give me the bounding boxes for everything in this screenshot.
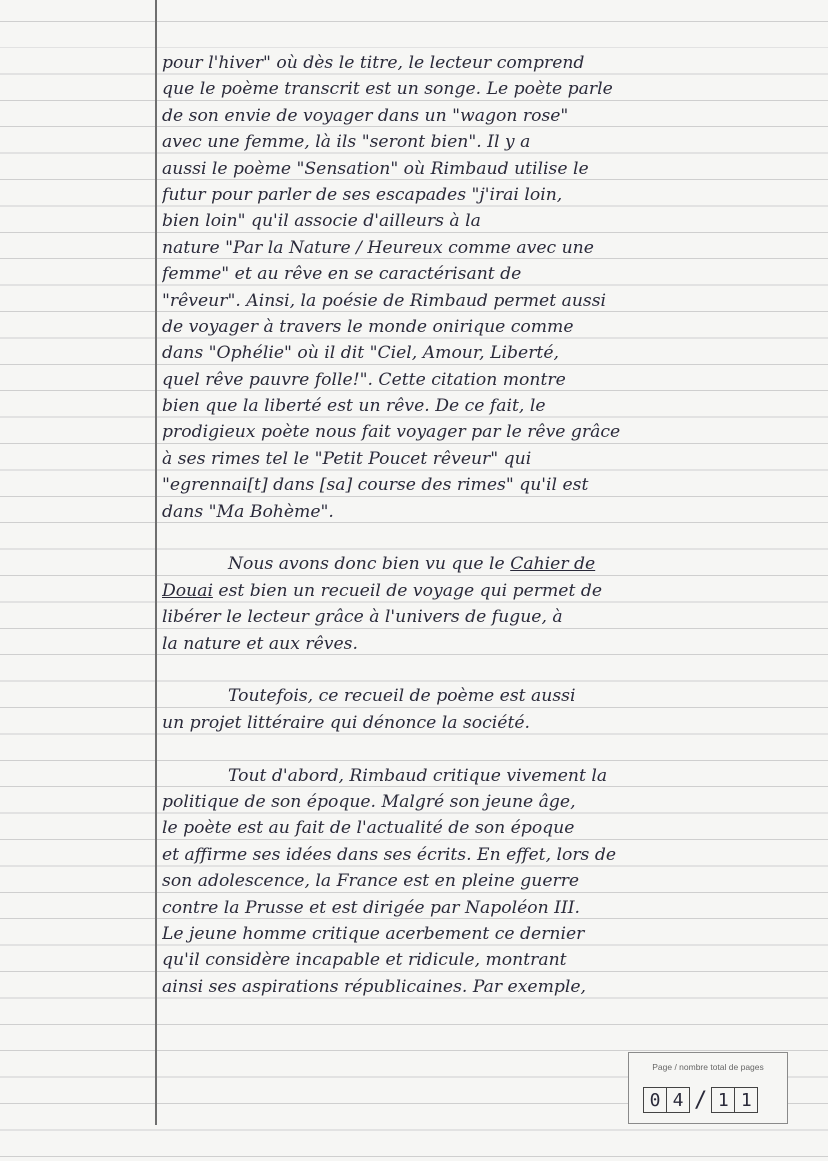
text-line: de son envie de voyager dans un "wagon rose" [162, 105, 569, 126]
text-line: libérer le lecteur grâce à l'univers de fugue, à [162, 607, 563, 628]
text-line: politique de son époque. Malgré son jeune âge, [162, 791, 576, 812]
text-line: un projet littéraire qui dénonce la société. [162, 712, 530, 733]
text-line: contre la Prusse et est dirigée par Napoléon III. [162, 897, 581, 918]
text-line: "rêveur". Ainsi, la poésie de Rimbaud permet aussi [162, 290, 607, 311]
total-digit: 1 [735, 1087, 758, 1113]
text-line: ainsi ses aspirations républicaines. Par exemple, [162, 976, 587, 997]
page-separator: / [694, 1087, 708, 1113]
text-line: aussi le poème "Sensation" où Rimbaud utilise le [162, 158, 589, 179]
text-fragment: Nous avons donc bien vu que le [228, 554, 511, 575]
text-line: et affirme ses idées dans ses écrits. En effet, lors de [162, 844, 617, 865]
text-line: Le jeune homme critique acerbement ce dernier [162, 923, 585, 944]
total-digit: 1 [711, 1087, 735, 1113]
text-line: Toutefois, ce recueil de poème est aussi [228, 686, 576, 707]
text-line: bien que la liberté est un rêve. De ce fait, le [162, 396, 546, 417]
text-line: son adolescence, la France est en pleine guerre [162, 871, 580, 892]
text-line: nature "Par la Nature / Heureux comme avec une [162, 237, 594, 258]
page-number-caption: Page / nombre total de pages [652, 1062, 764, 1072]
text-line: à ses rimes tel le "Petit Poucet rêveur" qui [162, 448, 532, 469]
handwritten-text [162, 50, 794, 1000]
text-line: la nature et aux rêves. [162, 633, 358, 654]
text-line: dans "Ophélie" où il dit "Ciel, Amour, Liberté, [162, 343, 559, 364]
book-title-underlined: Douai [162, 580, 213, 601]
text-line: Tout d'abord, Rimbaud critique vivement la [228, 765, 608, 786]
text-line [162, 578, 794, 604]
text-fragment: est bien un recueil de voyage qui permet de [212, 580, 603, 601]
page-number-box [628, 1052, 788, 1124]
paragraph-gap [162, 736, 794, 762]
text-line: de voyager à travers le monde onirique comme [162, 316, 574, 337]
text-line: le poète est au fait de l'actualité de son époque [162, 818, 575, 839]
paragraph-gap [162, 657, 794, 683]
text-line: qu'il considère incapable et ridicule, montrant [162, 950, 567, 971]
book-title-underlined: Cahier de [510, 554, 596, 575]
text-line: futur pour parler de ses escapades "j'irai loin, [162, 184, 563, 205]
text-line: que le poème transcrit est un songe. Le poète parle [162, 79, 613, 100]
page-digit: 0 [643, 1087, 667, 1113]
text-line: "egrennai[t] dans [sa] course des rimes" qu'il est [162, 475, 589, 496]
text-line: quel rêve pauvre folle!". Cette citation montre [162, 369, 566, 390]
text-line: dans "Ma Bohème". [162, 501, 334, 522]
text-line: avec une femme, là ils "seront bien". Il y a [162, 132, 531, 153]
text-line: pour l'hiver" où dès le titre, le lecteur comprend [162, 53, 585, 73]
page-number-digits [643, 1087, 758, 1113]
text-line [162, 551, 794, 577]
margin-line [155, 0, 157, 1125]
text-line: bien loin" qu'il associe d'ailleurs à la [162, 211, 481, 232]
page-digit: 4 [667, 1087, 690, 1113]
paragraph-gap [162, 525, 794, 551]
text-line: femme" et au rêve en se caractérisant de [162, 264, 522, 285]
text-line: prodigieux poète nous fait voyager par le rêve grâce [162, 422, 621, 443]
